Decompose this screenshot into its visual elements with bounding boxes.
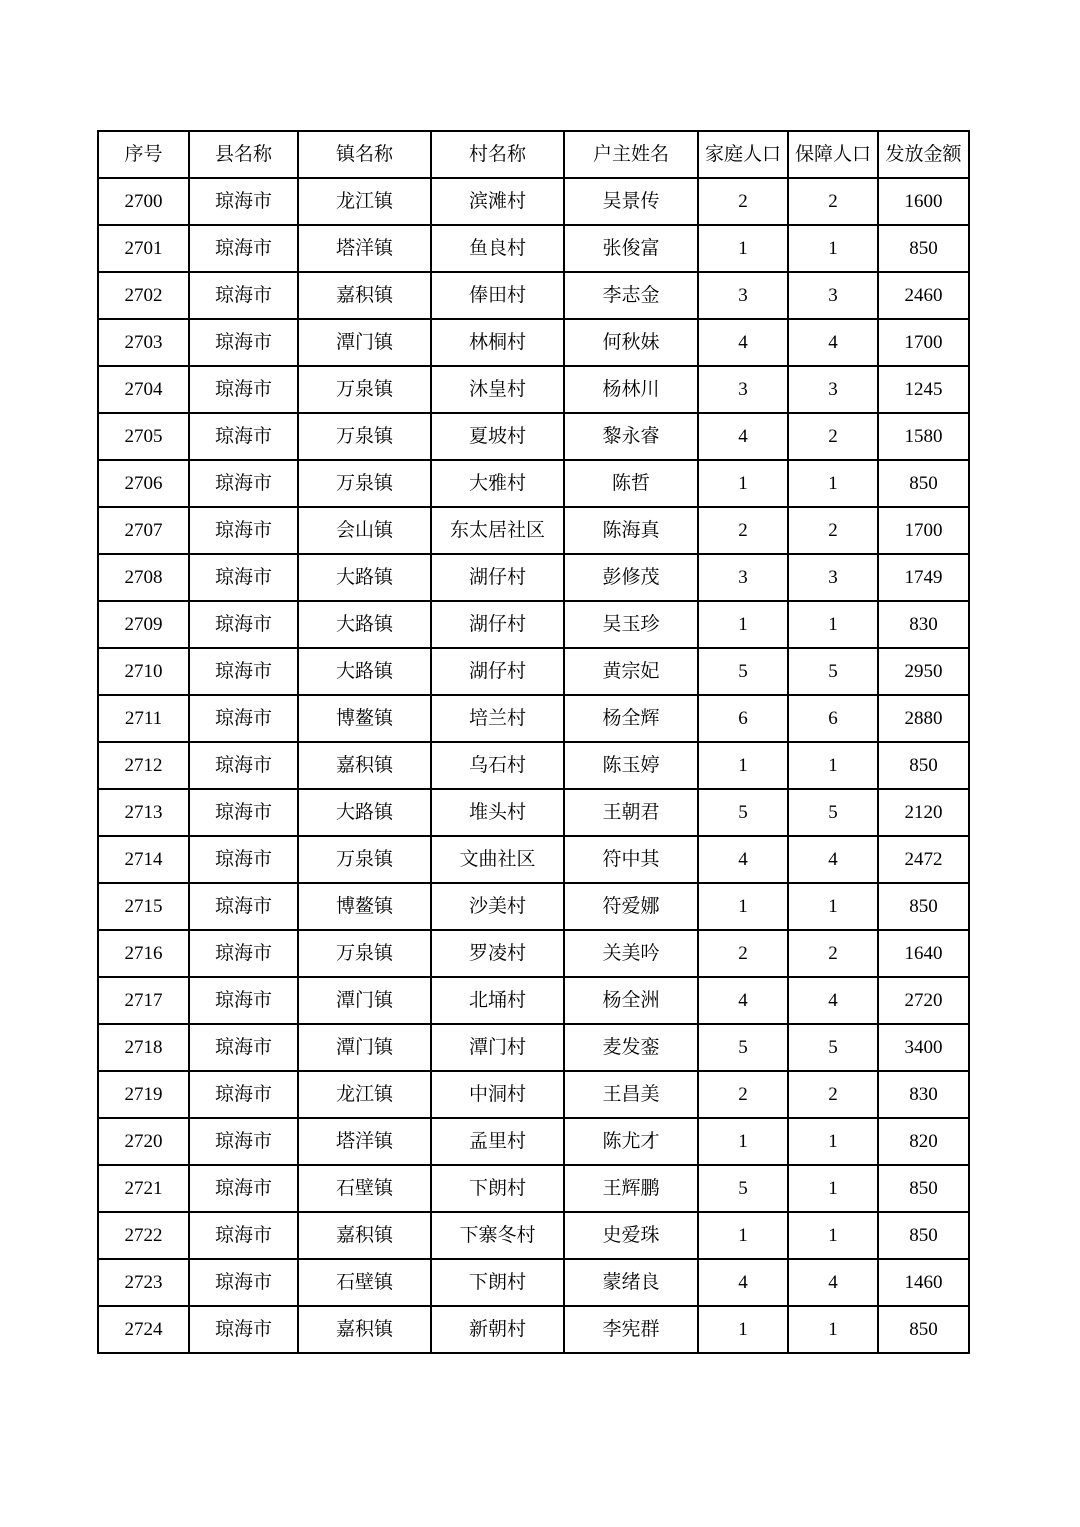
cell-covered-persons: 1	[788, 601, 878, 648]
cell-householder: 何秋妹	[564, 319, 698, 366]
cell-family-size: 1	[698, 883, 788, 930]
cell-county: 琼海市	[189, 977, 298, 1024]
cell-county: 琼海市	[189, 507, 298, 554]
cell-covered-persons: 1	[788, 1212, 878, 1259]
cell-serial: 2708	[98, 554, 189, 601]
table-row	[98, 742, 969, 789]
cell-town: 万泉镇	[298, 366, 431, 413]
cell-amount: 2120	[878, 789, 969, 836]
cell-serial: 2702	[98, 272, 189, 319]
cell-serial: 2720	[98, 1118, 189, 1165]
cell-householder: 陈海真	[564, 507, 698, 554]
cell-family-size: 3	[698, 366, 788, 413]
cell-amount: 1700	[878, 319, 969, 366]
cell-serial: 2709	[98, 601, 189, 648]
table-row	[98, 1071, 969, 1118]
cell-householder: 陈哲	[564, 460, 698, 507]
cell-covered-persons: 6	[788, 695, 878, 742]
cell-householder: 符爱娜	[564, 883, 698, 930]
cell-county: 琼海市	[189, 554, 298, 601]
cell-covered-persons: 3	[788, 366, 878, 413]
cell-amount: 830	[878, 1071, 969, 1118]
cell-householder: 黄宗妃	[564, 648, 698, 695]
cell-householder: 杨林川	[564, 366, 698, 413]
cell-covered-persons: 1	[788, 742, 878, 789]
header-cell-amount: 发放金额	[878, 131, 969, 178]
cell-town: 嘉积镇	[298, 742, 431, 789]
cell-amount: 2472	[878, 836, 969, 883]
cell-town: 嘉积镇	[298, 272, 431, 319]
cell-householder: 黎永睿	[564, 413, 698, 460]
cell-town: 潭门镇	[298, 319, 431, 366]
data-table	[97, 130, 970, 1354]
cell-county: 琼海市	[189, 1306, 298, 1353]
cell-town: 嘉积镇	[298, 1306, 431, 1353]
cell-serial: 2707	[98, 507, 189, 554]
table-row	[98, 930, 969, 977]
cell-serial: 2701	[98, 225, 189, 272]
cell-county: 琼海市	[189, 648, 298, 695]
cell-village: 新朝村	[431, 1306, 564, 1353]
cell-family-size: 2	[698, 930, 788, 977]
table-row	[98, 1118, 969, 1165]
header-cell-village: 村名称	[431, 131, 564, 178]
cell-town: 潭门镇	[298, 1024, 431, 1071]
cell-covered-persons: 2	[788, 178, 878, 225]
cell-town: 石壁镇	[298, 1165, 431, 1212]
cell-serial: 2717	[98, 977, 189, 1024]
cell-family-size: 1	[698, 742, 788, 789]
cell-village: 下朗村	[431, 1259, 564, 1306]
cell-town: 博鳌镇	[298, 695, 431, 742]
cell-householder: 张俊富	[564, 225, 698, 272]
cell-county: 琼海市	[189, 460, 298, 507]
cell-family-size: 4	[698, 413, 788, 460]
cell-county: 琼海市	[189, 695, 298, 742]
cell-village: 沐皇村	[431, 366, 564, 413]
header-cell-county: 县名称	[189, 131, 298, 178]
header-cell-covered-persons: 保障人口	[788, 131, 878, 178]
cell-covered-persons: 4	[788, 319, 878, 366]
cell-amount: 2950	[878, 648, 969, 695]
cell-covered-persons: 1	[788, 1306, 878, 1353]
cell-family-size: 2	[698, 178, 788, 225]
cell-serial: 2714	[98, 836, 189, 883]
cell-amount: 850	[878, 460, 969, 507]
cell-covered-persons: 1	[788, 1165, 878, 1212]
cell-amount: 850	[878, 742, 969, 789]
cell-town: 万泉镇	[298, 930, 431, 977]
cell-county: 琼海市	[189, 789, 298, 836]
cell-village: 鱼良村	[431, 225, 564, 272]
cell-village: 乌石村	[431, 742, 564, 789]
cell-amount: 850	[878, 1165, 969, 1212]
cell-family-size: 5	[698, 1024, 788, 1071]
cell-householder: 关美吟	[564, 930, 698, 977]
cell-serial: 2706	[98, 460, 189, 507]
table-row	[98, 554, 969, 601]
cell-town: 大路镇	[298, 601, 431, 648]
cell-amount: 820	[878, 1118, 969, 1165]
cell-county: 琼海市	[189, 883, 298, 930]
cell-householder: 蒙绪良	[564, 1259, 698, 1306]
cell-village: 俸田村	[431, 272, 564, 319]
cell-family-size: 1	[698, 225, 788, 272]
cell-amount: 850	[878, 1306, 969, 1353]
cell-county: 琼海市	[189, 836, 298, 883]
cell-serial: 2722	[98, 1212, 189, 1259]
cell-householder: 王昌美	[564, 1071, 698, 1118]
cell-amount: 2880	[878, 695, 969, 742]
cell-village: 潭门村	[431, 1024, 564, 1071]
table-row	[98, 366, 969, 413]
cell-amount: 1700	[878, 507, 969, 554]
cell-covered-persons: 3	[788, 554, 878, 601]
cell-family-size: 4	[698, 319, 788, 366]
cell-county: 琼海市	[189, 1165, 298, 1212]
cell-householder: 李志金	[564, 272, 698, 319]
cell-covered-persons: 5	[788, 648, 878, 695]
header-cell-town: 镇名称	[298, 131, 431, 178]
cell-covered-persons: 4	[788, 836, 878, 883]
cell-serial: 2711	[98, 695, 189, 742]
cell-covered-persons: 4	[788, 1259, 878, 1306]
cell-householder: 王辉鹏	[564, 1165, 698, 1212]
header-cell-serial: 序号	[98, 131, 189, 178]
cell-householder: 杨全洲	[564, 977, 698, 1024]
table-row	[98, 319, 969, 366]
cell-county: 琼海市	[189, 413, 298, 460]
cell-county: 琼海市	[189, 601, 298, 648]
cell-town: 会山镇	[298, 507, 431, 554]
cell-village: 下寨冬村	[431, 1212, 564, 1259]
cell-town: 万泉镇	[298, 836, 431, 883]
table-row	[98, 1259, 969, 1306]
cell-family-size: 3	[698, 554, 788, 601]
cell-county: 琼海市	[189, 319, 298, 366]
cell-county: 琼海市	[189, 930, 298, 977]
table-header	[98, 131, 969, 178]
cell-serial: 2705	[98, 413, 189, 460]
cell-family-size: 4	[698, 1259, 788, 1306]
cell-village: 下朗村	[431, 1165, 564, 1212]
cell-village: 孟里村	[431, 1118, 564, 1165]
cell-amount: 830	[878, 601, 969, 648]
cell-serial: 2713	[98, 789, 189, 836]
cell-village: 湖仔村	[431, 648, 564, 695]
table-row	[98, 1024, 969, 1071]
cell-serial: 2721	[98, 1165, 189, 1212]
cell-covered-persons: 1	[788, 883, 878, 930]
cell-amount: 1245	[878, 366, 969, 413]
cell-town: 塔洋镇	[298, 225, 431, 272]
cell-town: 大路镇	[298, 648, 431, 695]
cell-amount: 1640	[878, 930, 969, 977]
table-row	[98, 977, 969, 1024]
table-row	[98, 648, 969, 695]
table-row	[98, 225, 969, 272]
cell-village: 堆头村	[431, 789, 564, 836]
cell-family-size: 6	[698, 695, 788, 742]
cell-householder: 吴玉珍	[564, 601, 698, 648]
cell-amount: 2460	[878, 272, 969, 319]
table-row	[98, 789, 969, 836]
table-row	[98, 178, 969, 225]
table-row	[98, 1165, 969, 1212]
cell-amount: 1580	[878, 413, 969, 460]
cell-town: 博鳌镇	[298, 883, 431, 930]
cell-serial: 2703	[98, 319, 189, 366]
cell-family-size: 2	[698, 1071, 788, 1118]
table-row	[98, 883, 969, 930]
cell-county: 琼海市	[189, 366, 298, 413]
cell-amount: 2720	[878, 977, 969, 1024]
cell-village: 文曲社区	[431, 836, 564, 883]
cell-town: 龙江镇	[298, 1071, 431, 1118]
cell-covered-persons: 1	[788, 460, 878, 507]
header-cell-family-size: 家庭人口	[698, 131, 788, 178]
cell-county: 琼海市	[189, 1212, 298, 1259]
cell-covered-persons: 3	[788, 272, 878, 319]
cell-amount: 3400	[878, 1024, 969, 1071]
cell-county: 琼海市	[189, 178, 298, 225]
cell-family-size: 1	[698, 1118, 788, 1165]
cell-family-size: 5	[698, 789, 788, 836]
table-row	[98, 601, 969, 648]
cell-householder: 彭修茂	[564, 554, 698, 601]
cell-amount: 850	[878, 1212, 969, 1259]
cell-amount: 1749	[878, 554, 969, 601]
cell-town: 潭门镇	[298, 977, 431, 1024]
table-row	[98, 272, 969, 319]
cell-village: 林桐村	[431, 319, 564, 366]
cell-town: 大路镇	[298, 789, 431, 836]
cell-serial: 2718	[98, 1024, 189, 1071]
cell-householder: 吴景传	[564, 178, 698, 225]
cell-covered-persons: 4	[788, 977, 878, 1024]
cell-town: 塔洋镇	[298, 1118, 431, 1165]
cell-serial: 2723	[98, 1259, 189, 1306]
cell-family-size: 4	[698, 836, 788, 883]
table-row	[98, 1306, 969, 1353]
cell-county: 琼海市	[189, 742, 298, 789]
cell-family-size: 5	[698, 1165, 788, 1212]
cell-village: 培兰村	[431, 695, 564, 742]
cell-village: 滨滩村	[431, 178, 564, 225]
header-cell-householder: 户主姓名	[564, 131, 698, 178]
table-row	[98, 1212, 969, 1259]
cell-serial: 2716	[98, 930, 189, 977]
cell-serial: 2704	[98, 366, 189, 413]
cell-town: 万泉镇	[298, 413, 431, 460]
cell-amount: 850	[878, 225, 969, 272]
cell-village: 湖仔村	[431, 601, 564, 648]
cell-householder: 陈尤才	[564, 1118, 698, 1165]
cell-family-size: 1	[698, 601, 788, 648]
cell-village: 罗凌村	[431, 930, 564, 977]
table-row	[98, 836, 969, 883]
cell-covered-persons: 5	[788, 1024, 878, 1071]
cell-householder: 王朝君	[564, 789, 698, 836]
cell-amount: 1460	[878, 1259, 969, 1306]
cell-village: 沙美村	[431, 883, 564, 930]
cell-county: 琼海市	[189, 272, 298, 319]
cell-county: 琼海市	[189, 1024, 298, 1071]
cell-family-size: 3	[698, 272, 788, 319]
cell-householder: 李宪群	[564, 1306, 698, 1353]
cell-covered-persons: 2	[788, 507, 878, 554]
cell-town: 龙江镇	[298, 178, 431, 225]
cell-serial: 2710	[98, 648, 189, 695]
cell-householder: 史爱珠	[564, 1212, 698, 1259]
header-row	[98, 131, 969, 178]
cell-family-size: 1	[698, 1306, 788, 1353]
cell-family-size: 1	[698, 1212, 788, 1259]
cell-covered-persons: 1	[788, 1118, 878, 1165]
cell-village: 湖仔村	[431, 554, 564, 601]
table-row	[98, 695, 969, 742]
cell-covered-persons: 1	[788, 225, 878, 272]
cell-serial: 2712	[98, 742, 189, 789]
cell-county: 琼海市	[189, 225, 298, 272]
table-body	[98, 178, 969, 1353]
cell-covered-persons: 2	[788, 930, 878, 977]
cell-village: 中洞村	[431, 1071, 564, 1118]
cell-serial: 2715	[98, 883, 189, 930]
cell-town: 万泉镇	[298, 460, 431, 507]
cell-serial: 2700	[98, 178, 189, 225]
cell-covered-persons: 2	[788, 413, 878, 460]
table-row	[98, 413, 969, 460]
cell-town: 嘉积镇	[298, 1212, 431, 1259]
cell-householder: 符中其	[564, 836, 698, 883]
cell-family-size: 1	[698, 460, 788, 507]
cell-householder: 陈玉婷	[564, 742, 698, 789]
cell-village: 夏坡村	[431, 413, 564, 460]
cell-covered-persons: 2	[788, 1071, 878, 1118]
cell-amount: 850	[878, 883, 969, 930]
cell-householder: 杨全辉	[564, 695, 698, 742]
cell-family-size: 2	[698, 507, 788, 554]
cell-village: 北埇村	[431, 977, 564, 1024]
cell-town: 石壁镇	[298, 1259, 431, 1306]
cell-householder: 麦发銮	[564, 1024, 698, 1071]
cell-amount: 1600	[878, 178, 969, 225]
cell-town: 大路镇	[298, 554, 431, 601]
cell-village: 大雅村	[431, 460, 564, 507]
cell-covered-persons: 5	[788, 789, 878, 836]
table-row	[98, 460, 969, 507]
cell-county: 琼海市	[189, 1259, 298, 1306]
cell-county: 琼海市	[189, 1071, 298, 1118]
cell-serial: 2719	[98, 1071, 189, 1118]
cell-serial: 2724	[98, 1306, 189, 1353]
table-row	[98, 507, 969, 554]
cell-county: 琼海市	[189, 1118, 298, 1165]
cell-family-size: 5	[698, 648, 788, 695]
cell-village: 东太居社区	[431, 507, 564, 554]
cell-family-size: 4	[698, 977, 788, 1024]
